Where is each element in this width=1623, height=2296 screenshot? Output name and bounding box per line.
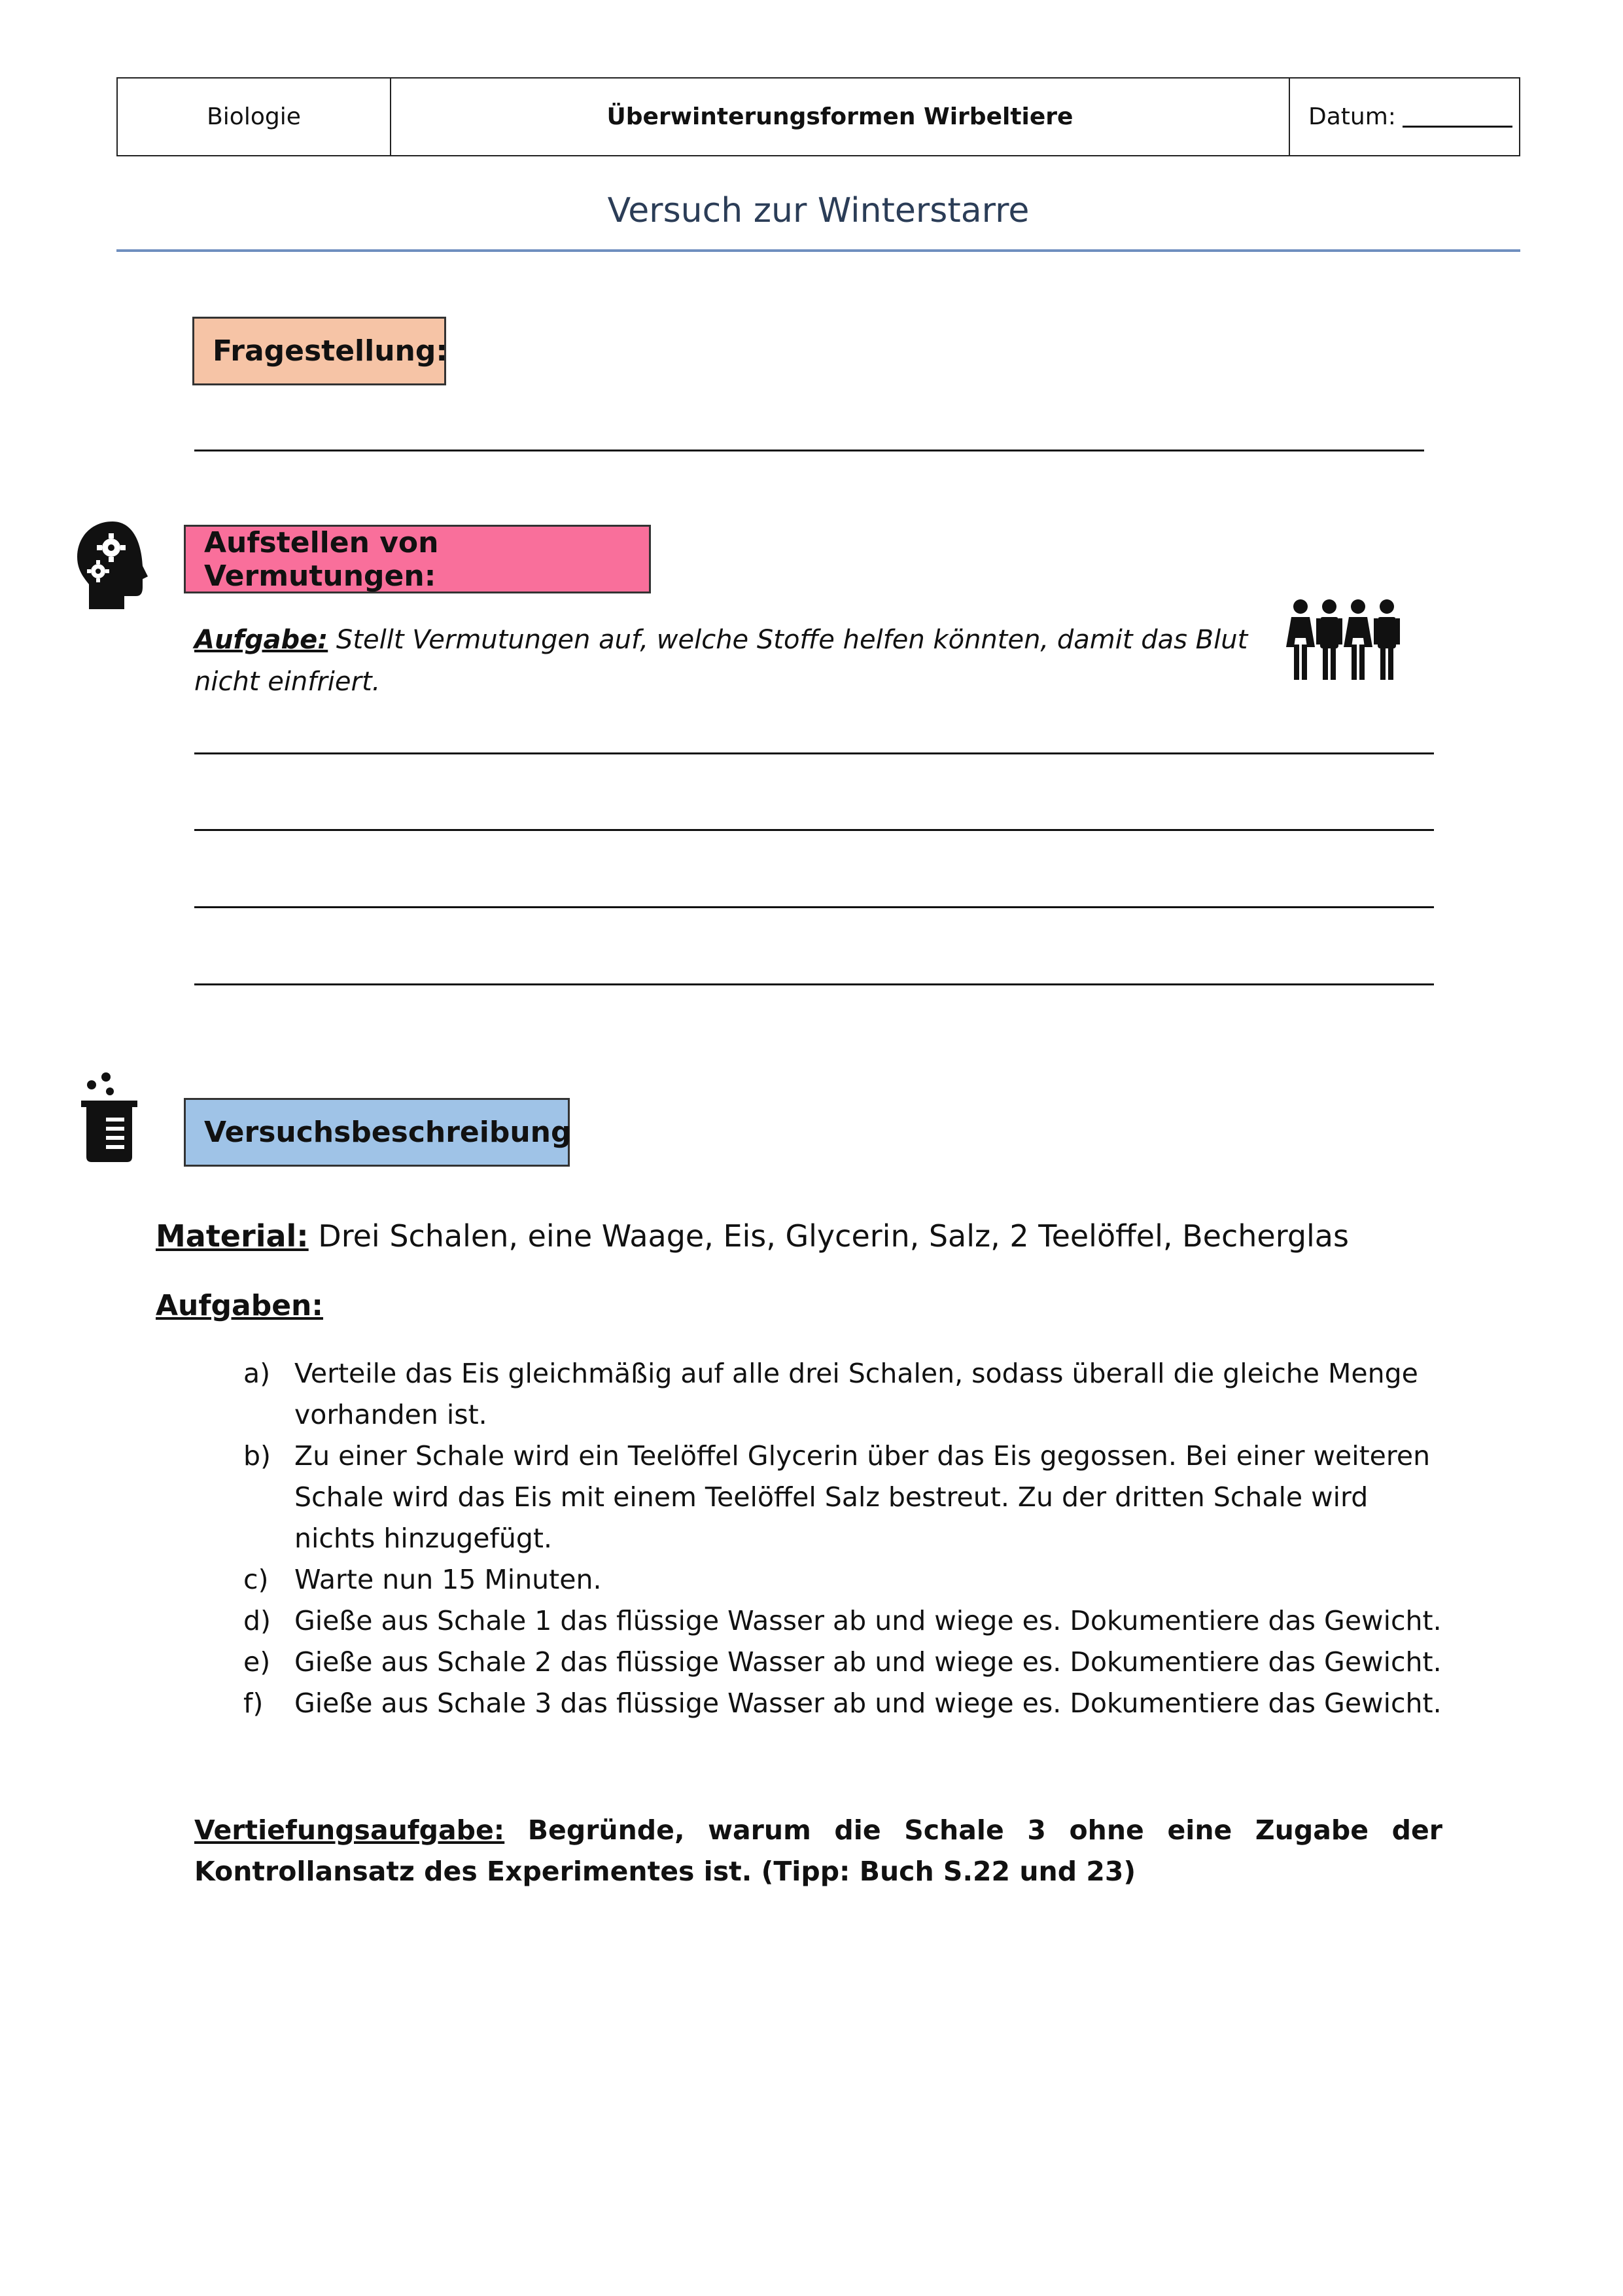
vermutungen-task-label: Aufgabe: [194, 625, 328, 655]
list-item [243, 1353, 1447, 1436]
material-label: Material: [156, 1218, 309, 1254]
task-letter: a) [243, 1358, 271, 1389]
date-line[interactable] [1403, 106, 1512, 128]
vermutung-answer-line-2[interactable] [194, 829, 1434, 831]
list-item [243, 1600, 1447, 1642]
vermutungen-task [194, 619, 1254, 703]
worksheet-title-cell: Überwinterungsformen Wirbeltiere [391, 79, 1290, 155]
list-item [243, 1436, 1447, 1559]
task-text: Gieße aus Schale 1 das flüssige Wasser ab und wiege es. Dokumentiere das Gewicht. [294, 1605, 1442, 1636]
task-letter: e) [243, 1646, 271, 1678]
page-title: Versuch zur Winterstarre [607, 191, 1030, 230]
head-gears-icon [73, 519, 150, 610]
aufgaben-heading: Aufgaben: [156, 1289, 323, 1322]
title-divider [116, 249, 1520, 252]
task-text: Verteile das Eis gleichmäßig auf alle drei Schalen, sodass überall die gleiche Menge vorhanden ist. [294, 1358, 1418, 1430]
task-letter: b) [243, 1440, 271, 1472]
list-item [243, 1642, 1447, 1683]
group-people-icon [1286, 599, 1406, 680]
task-letter: c) [243, 1564, 269, 1595]
material-text: Drei Schalen, eine Waage, Eis, Glycerin, Salz, 2 Teelöffel, Becherglas [308, 1218, 1349, 1254]
date-label: Datum: [1308, 103, 1396, 130]
header-table [116, 77, 1520, 156]
versuchsbeschreibung-label: Versuchsbeschreibung [184, 1098, 570, 1167]
beaker-icon [80, 1072, 139, 1162]
vertiefungsaufgabe [194, 1810, 1442, 1892]
task-letter: f) [243, 1687, 264, 1719]
vermutung-answer-line-4[interactable] [194, 983, 1434, 985]
vermutung-answer-line-1[interactable] [194, 752, 1434, 754]
date-cell [1290, 79, 1519, 155]
list-item [243, 1683, 1447, 1724]
task-text: Warte nun 15 Minuten. [294, 1564, 602, 1595]
task-text: Gieße aus Schale 2 das flüssige Wasser ab und wiege es. Dokumentiere das Gewicht. [294, 1646, 1442, 1678]
vertiefung-text: Begründe, warum die Schale 3 ohne eine Zugabe der Kontrollansatz des Experimentes ist. (Tipp: Buch S.22 und 23) [194, 1814, 1442, 1887]
fragestellung-label: Fragestellung: [192, 317, 446, 385]
fragestellung-answer-line[interactable] [194, 450, 1424, 451]
vermutungen-label: Aufstellen von Vermutungen: [184, 525, 651, 593]
vertiefung-label: Vertiefungsaufgabe: [194, 1814, 505, 1846]
task-text: Zu einer Schale wird ein Teelöffel Glycerin über das Eis gegossen. Bei einer weiteren Schale wird das Eis mit einem Teelöffel Salz bestreut. Zu der dritten Schale wird nichts hinzugefügt. [294, 1440, 1431, 1554]
material-line [156, 1218, 1349, 1254]
vermutungen-task-text: Stellt Vermutungen auf, welche Stoffe helfen könnten, damit das Blut nicht einfriert. [194, 625, 1248, 697]
list-item [243, 1559, 1447, 1600]
vermutung-answer-line-3[interactable] [194, 906, 1434, 908]
subject-cell: Biologie [118, 79, 391, 155]
task-letter: d) [243, 1605, 271, 1636]
task-text: Gieße aus Schale 3 das flüssige Wasser ab und wiege es. Dokumentiere das Gewicht. [294, 1687, 1442, 1719]
task-list [243, 1353, 1447, 1724]
